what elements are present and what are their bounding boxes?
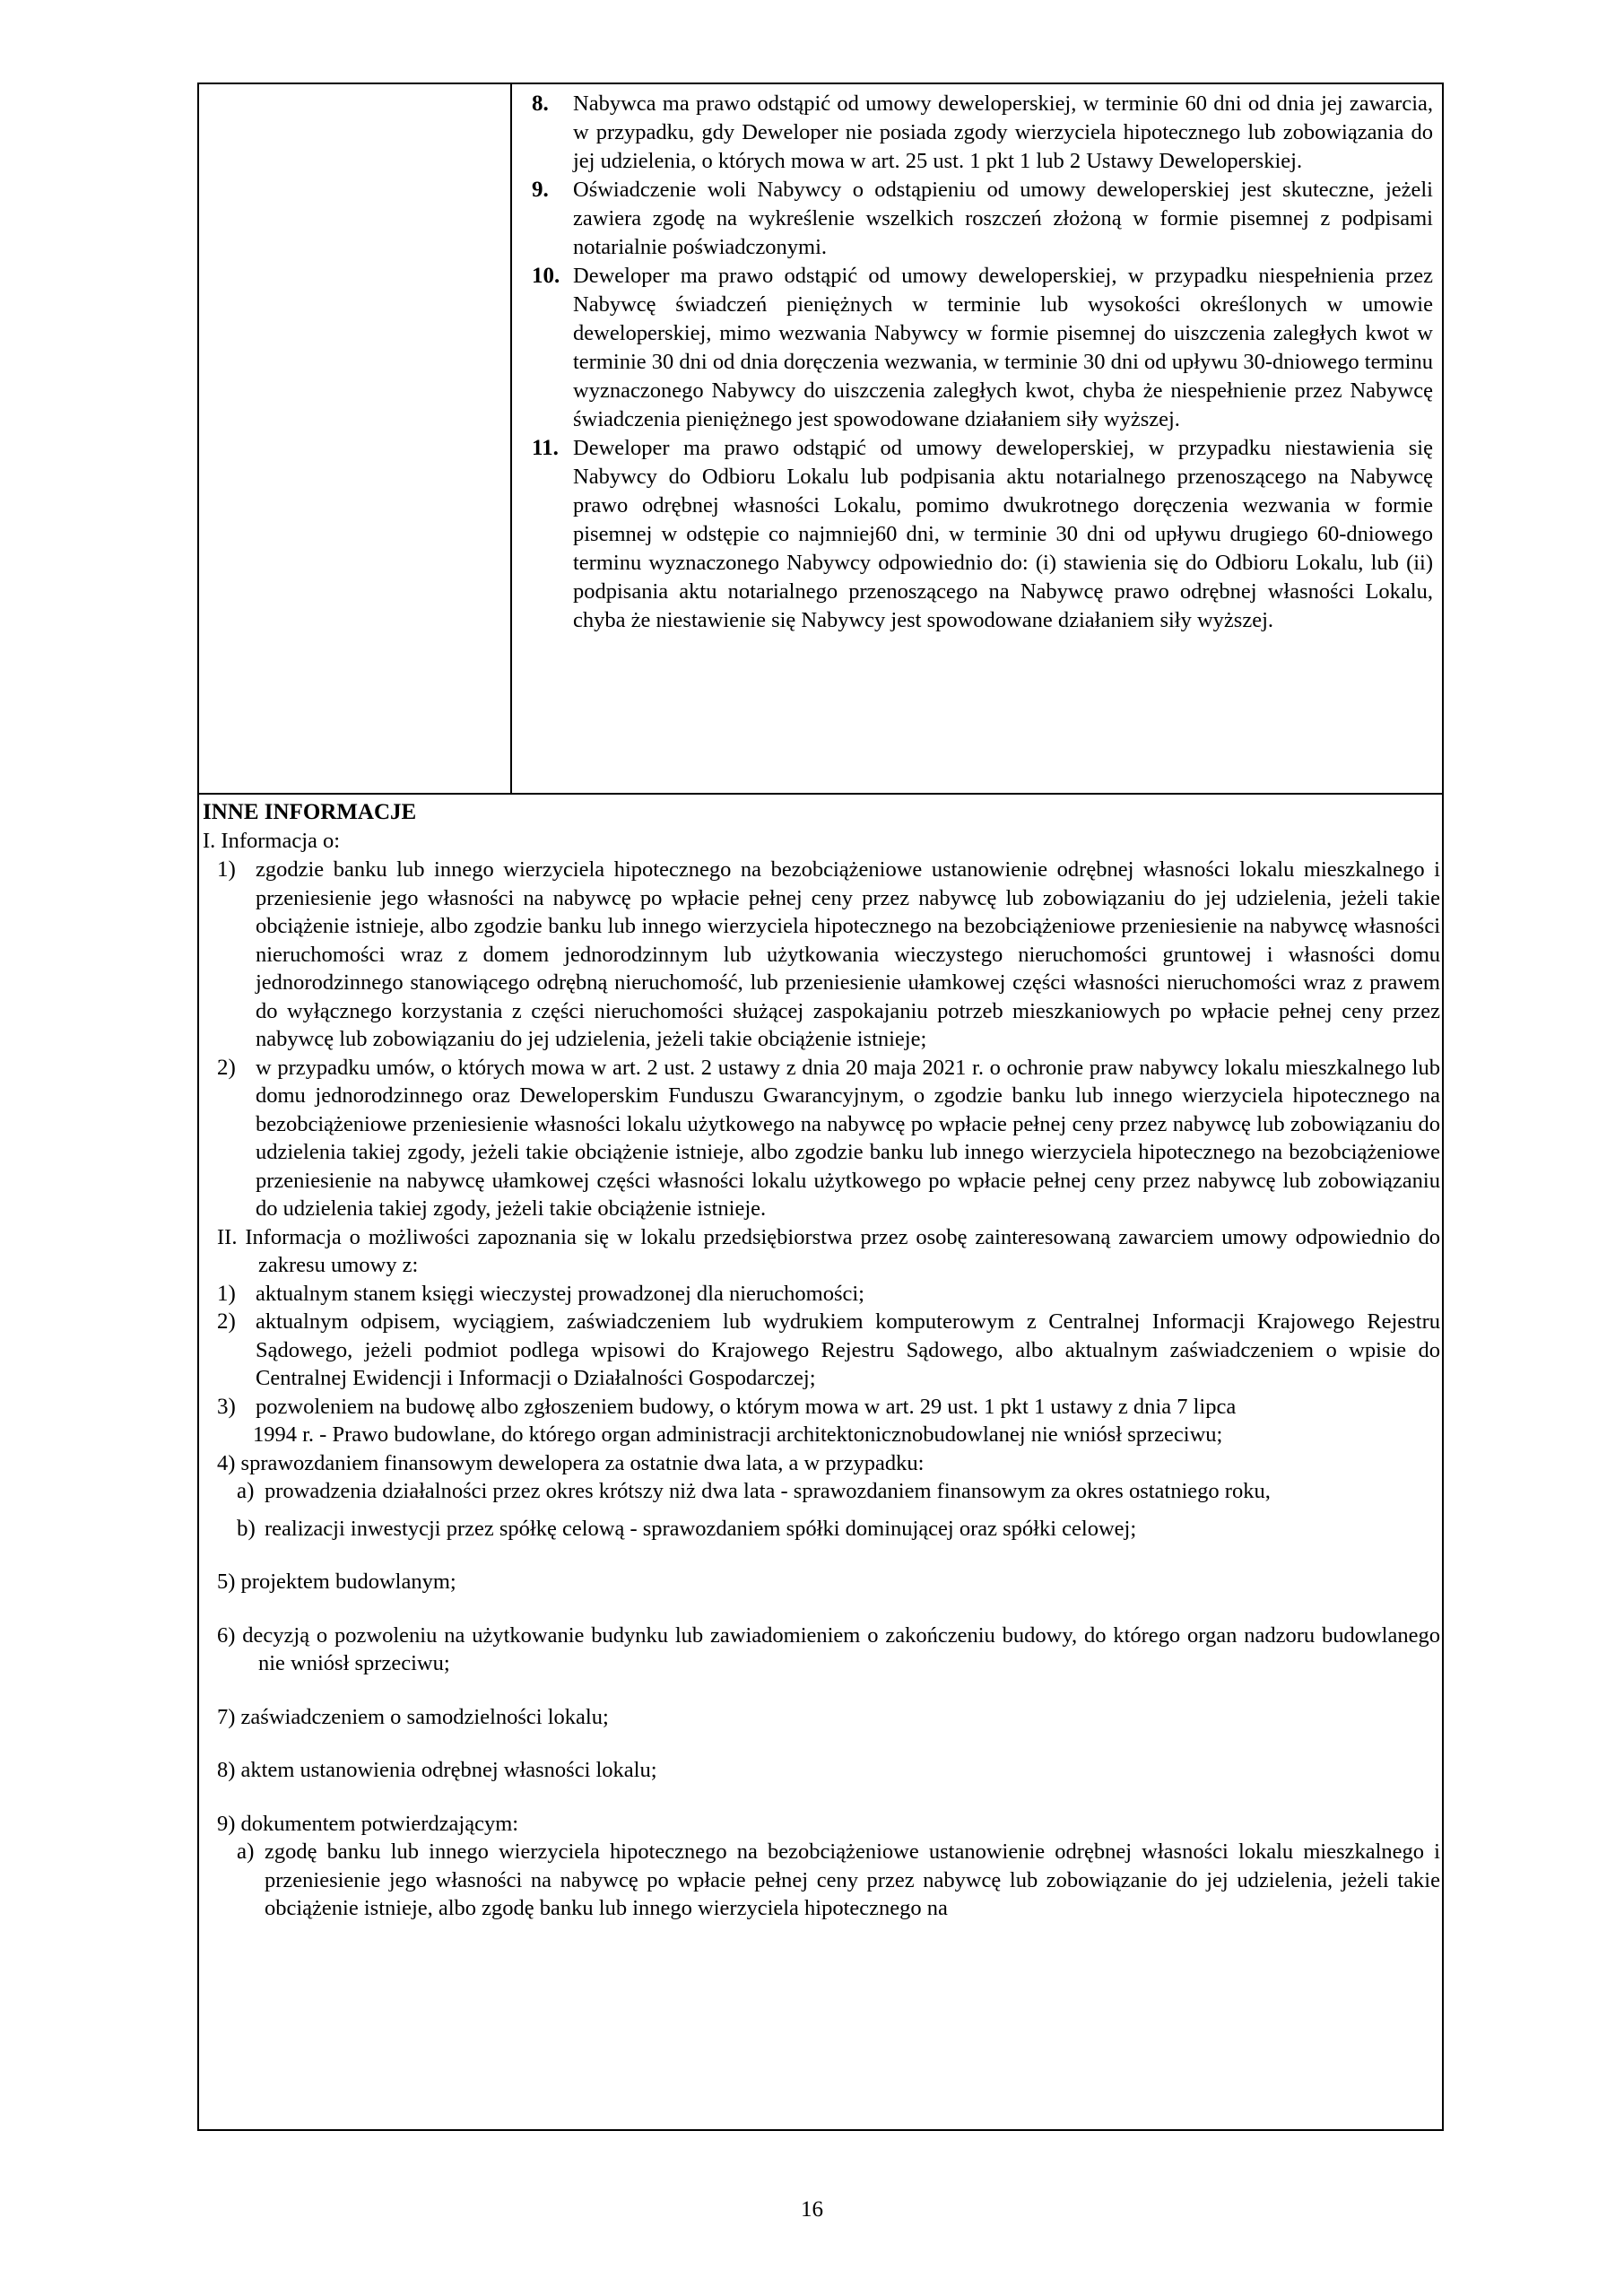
list-item: a) prowadzenia działalności przez okres krótszy niż dwa lata - sprawozdaniem finansowym za okres ostatniego roku, [237, 1479, 1271, 1503]
item-8: 8) aktem ustanowienia odrębnej własności lokalu; [217, 1758, 657, 1782]
item-7: 7) zaświadczeniem o samodzielności lokalu; [217, 1704, 609, 1729]
section-title: INNE INFORMACJE [203, 800, 417, 824]
withdrawal-clauses-cell [512, 84, 1442, 793]
list-item: 1) zgodzie banku lub innego wierzyciela hipotecznego na bezobciążeniowe ustanowienie odrębnej własności lokalu mieszkalnego i przeniesienie jego własności na nabywcę po wpłacie pełnej ceny przez nabywcę lub zobowiązaniu do jej udzielenia, jeżeli takie obciążenie istnieje, albo zgodzie banku lub innego wierzyciela hipotecznego na bezobciążeniowe przeniesienie na nabywcę własności nieruchomości wraz z domem jednorodzinnym lub użytkowania wieczystego nieruchomości gruntowej i własności domu jednorodzinnego stanowiącego odrębną nieruchomość, lub przeniesienie ułamkowej części własności nieruchomości wraz z prawem do wyłącznego korzystania z części nieruchomości służącej zaspokajaniu potrzeb mieszkaniowych po wpłacie pełnej ceny przez nabywcę lub zobowiązaniu do jej udzielenia, jeżeli takie obciążenie istnieje; [217, 857, 1440, 1051]
list-item: 3) pozwoleniem na budowę albo zgłoszeniem budowy, o którym mowa w art. 29 ust. 1 pkt 1 ustawy z dnia 7 lipca [217, 1394, 1237, 1419]
page-number: 16 [801, 2197, 823, 2222]
other-information-section [199, 795, 1442, 2129]
clause-8: 8. Nabywca ma prawo odstąpić od umowy deweloperskiej, w terminie 60 dni od dnia jej zawarcia, w przypadku, gdy Deweloper nie posiada zgody wierzyciela hipotecznego lub zobowiązania do jej udzielenia, o których mowa w art. 25 ust. 1 pkt 1 lub 2 Ustawy Deweloperskiej. [532, 91, 1433, 173]
section-1-label: I. Informacja o: [203, 829, 341, 853]
upper-row [199, 84, 1442, 795]
item-9: 9) dokumentem potwierdzającym: [217, 1811, 519, 1836]
item-3-continuation: 1994 r. - Prawo budowlane, do którego organ administracji architektonicznobudowlanej nie wniósł sprzeciwu; [253, 1422, 1223, 1447]
clause-10: 10. Deweloper ma prawo odstąpić od umowy deweloperskiej, w przypadku niespełnienia przez Nabywcę świadczeń pieniężnych w terminie lub wysokości określonych w umowie deweloperskiej, mimo wezwania Nabywcy w formie pisemnej do uiszczenia zaległych kwot w terminie 30 dni od dnia doręczenia wezwania, w terminie 30 dni od upływu 30-dniowego terminu wyznaczonego Nabywcy do uiszczenia zaległych kwot, chyba że niespełnienie przez Nabywcę świadczenia pieniężnego jest spowodowane działaniem siły wyższej. [532, 264, 1433, 431]
list-item: 2) w przypadku umów, o których mowa w art. 2 ust. 2 ustawy z dnia 20 maja 2021 r. o ochronie praw nabywcy lokalu mieszkalnego lub domu jednorodzinnego oraz Deweloperskim Funduszu Gwarancyjnym, o zgodzie banku lub innego wierzyciela hipotecznego na bezobciążeniowe przeniesienie własności lokalu użytkowego na nabywcę po wpłacie pełnej ceny przez nabywcę lub zobowiązaniu do udzielenia takiej zgody, jeżeli takie obciążenie istnieje, albo zgodzie banku lub innego wierzyciela hipotecznego na bezobciążeniowe przeniesienie na nabywcę ułamkowej części własności lokalu użytkowego po wpłacie pełnej ceny przez nabywcę lub zobowiązaniu do udzielenia takiej zgody, jeżeli takie obciążenie istnieje. [217, 1055, 1440, 1221]
list-item: b) realizacji inwestycji przez spółkę celową - sprawozdaniem spółki dominującej oraz spółki celowej; [237, 1516, 1137, 1541]
list-item: 1) aktualnym stanem księgi wieczystej prowadzonej dla nieruchomości; [217, 1281, 864, 1306]
item-5: 5) projektem budowlanym; [217, 1570, 456, 1594]
clause-9: 9. Oświadczenie woli Nabywcy o odstąpieniu od umowy deweloperskiej jest skuteczne, jeżeli zawiera zgodę na wykreślenie wszelkich roszczeń złożoną w formie pisemnej z podpisami notarialnie poświadczonymi. [532, 178, 1433, 259]
content-table [197, 83, 1444, 2131]
item-4: 4) sprawozdaniem finansowym dewelopera za ostatnie dwa lata, a w przypadku: [217, 1450, 925, 1475]
item-6: 6) decyzją o pozwoleniu na użytkowanie budynku lub zawiadomieniem o zakończeniu budowy, do którego organ nadzoru budowlanego nie wniósł sprzeciwu; [217, 1622, 1440, 1675]
list-item: 2) aktualnym odpisem, wyciągiem, zaświadczeniem lub wydrukiem komputerowym z Centralnej Informacji Krajowego Rejestru Sądowego, jeżeli podmiot podlega wpisowi do Krajowego Rejestru Sądowego, albo aktualnym zaświadczeniem o wpisie do Centralnej Ewidencji i Informacji o Działalności Gospodarczej; [217, 1309, 1440, 1390]
empty-left-cell [199, 84, 512, 793]
list-item: a) zgodę banku lub innego wierzyciela hipotecznego na bezobciążeniowe ustanowienie odrębnej własności lokalu mieszkalnego i przeniesienie jego własności na nabywcę po wpłacie pełnej ceny przez nabywcę lub zobowiązanie do jej udzielenia, jeżeli takie obciążenie istnieje, albo zgodę banku lub innego wierzyciela hipotecznego na [237, 1839, 1440, 1920]
clause-11: 11. Deweloper ma prawo odstąpić od umowy deweloperskiej, w przypadku niestawienia się Nabywcy do Odbioru Lokalu lub podpisania aktu notarialnego przenoszącego na Nabywcę prawo odrębnej własności Lokalu, pomimo dwukrotnego doręczenia wezwania w formie pisemnej w odstępie co najmniej60 dni, w terminie 30 dni od upływu drugiego 60-dniowego terminu wyznaczonego Nabywcy odpowiednio do: (i) stawienia się do Odbioru Lokalu, lub (ii) podpisania aktu notarialnego przenoszącego na Nabywcę prawo odrębnej własności Lokalu, chyba że niestawienie się Nabywcy jest spowodowane działaniem siły wyższej. [532, 436, 1433, 632]
section-2-label: II. Informacja o możliwości zapoznania się w lokalu przedsiębiorstwa przez osobę zainteresowaną zawarciem umowy odpowiednio do zakresu umowy z: [217, 1224, 1440, 1277]
